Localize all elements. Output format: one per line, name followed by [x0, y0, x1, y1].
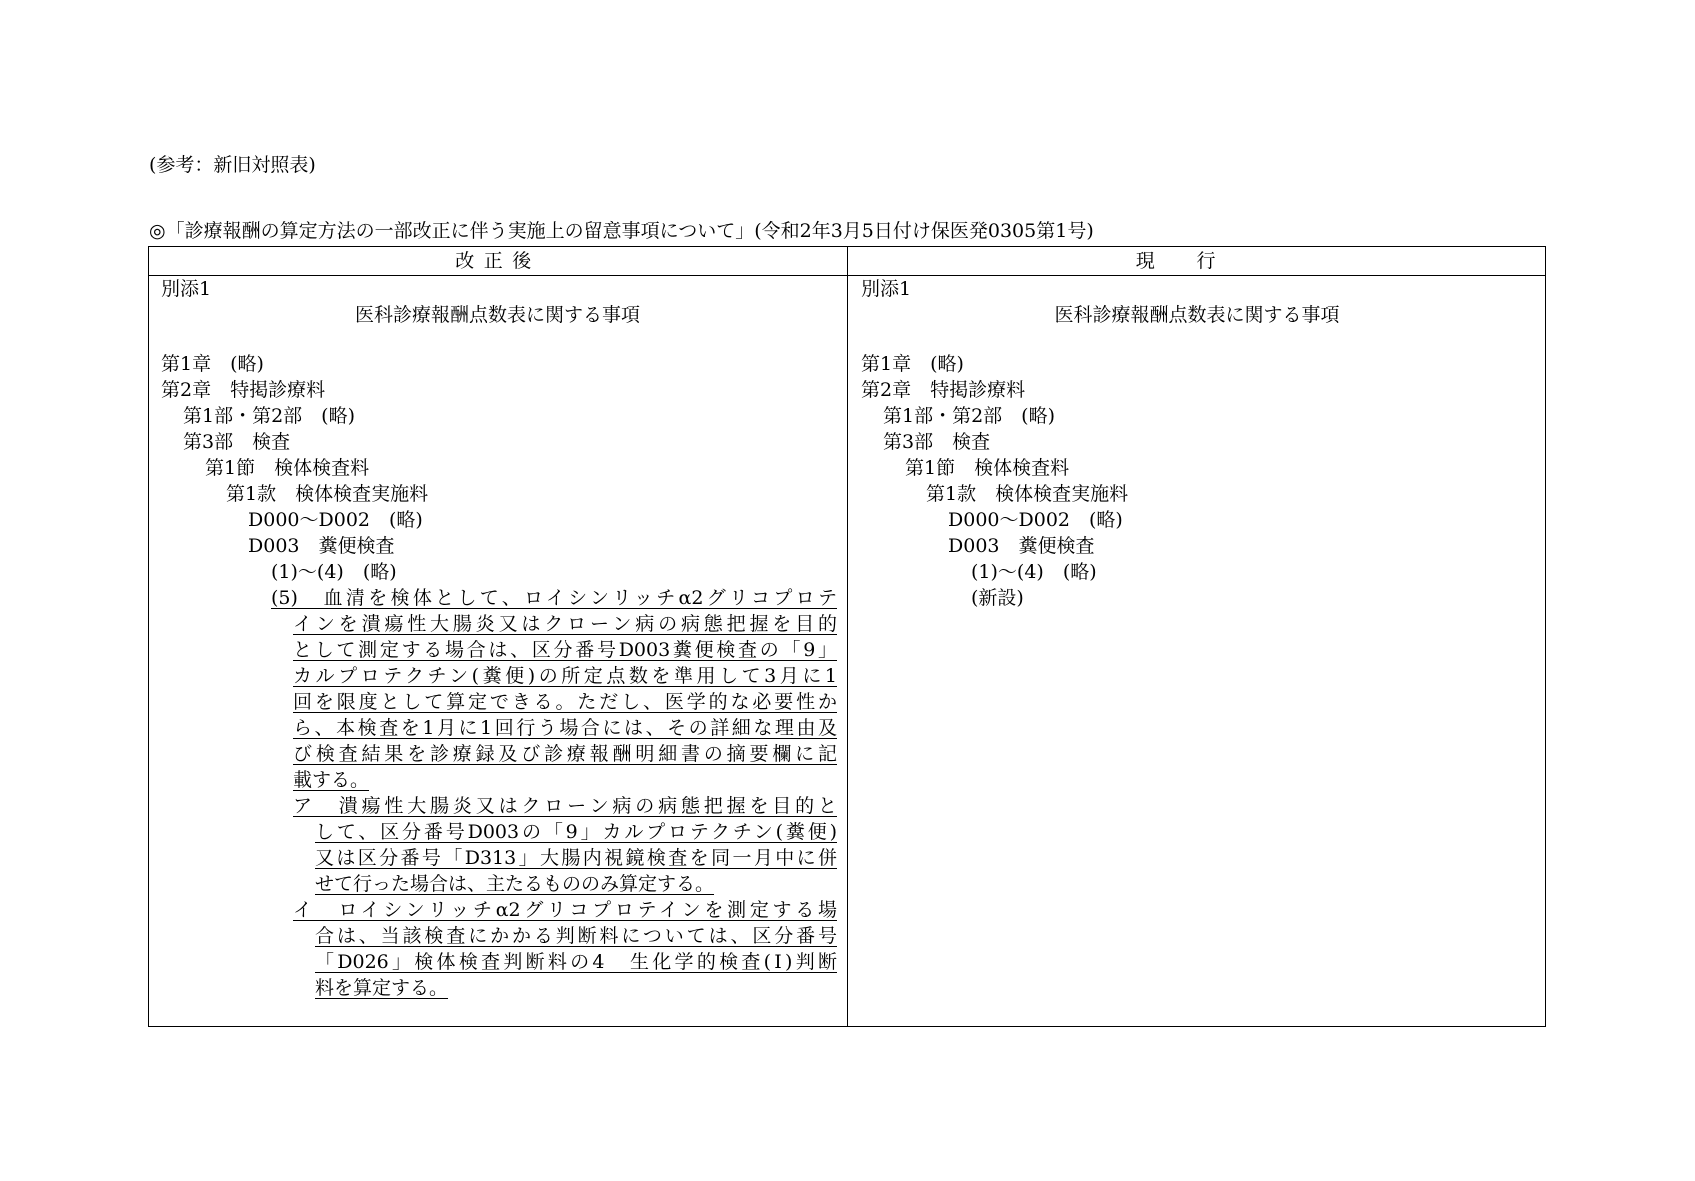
part-1-2: 第1部・第2部 (略): [183, 405, 356, 427]
part-3: 第3部 検査: [883, 431, 991, 453]
item-a-line: ア 潰瘍性大腸炎又はクローン病の病態把握を目的と: [293, 795, 837, 817]
item-5-line: インを潰瘍性大腸炎又はクローン病の病態把握を目的: [293, 613, 837, 635]
section-1: 第1節 検体検査料: [205, 457, 370, 479]
reference-note: (参考：新旧対照表): [149, 154, 316, 176]
item-5-line: ら、本検査を1月に1回行う場合には、その詳細な理由及: [293, 717, 837, 739]
item-5-line: 載する。: [293, 769, 370, 791]
document-title: ◎「診療報酬の算定方法の一部改正に伴う実施上の留意事項について」(令和2年3月5日付け保医発0305第1号): [149, 220, 1094, 242]
item-5-line: 回を限度として算定できる。ただし、医学的な必要性か: [293, 691, 837, 713]
item-i-line: 合は、当該検査にかかる判断料については、区分番号: [315, 925, 837, 947]
revised-column: [149, 276, 846, 1026]
new-item-note: (新設): [971, 587, 1024, 609]
item-i-line: 料を算定する。: [315, 977, 449, 999]
item-a-line: して、区分番号D003の「9」カルプロテクチン(糞便): [315, 821, 837, 843]
part-3: 第3部 検査: [183, 431, 291, 453]
subsection-1: 第1款 検体検査実施料: [226, 483, 429, 505]
part-1-2: 第1部・第2部 (略): [883, 405, 1056, 427]
item-5-line: カルプロテクチン(糞便)の所定点数を準用して3月に1: [293, 665, 837, 687]
attachment-label: 別添1: [161, 278, 212, 300]
item-i-line: イ ロイシンリッチα2グリコプロテインを測定する場: [293, 899, 837, 921]
section-1: 第1節 検体検査料: [905, 457, 1070, 479]
chapter-1: 第1章 (略): [161, 353, 264, 375]
item-d000-d002: D000〜D002 (略): [948, 509, 1123, 531]
chapter-2: 第2章 特掲診療料: [161, 379, 326, 401]
attachment-label: 別添1: [861, 278, 912, 300]
column-divider: [847, 247, 848, 1026]
item-i-line: 「D026」検体検査判断料の4 生化学的検査(Ⅰ)判断: [315, 951, 837, 973]
item-d003: D003 糞便検査: [948, 535, 1095, 557]
header-current: 現行: [1135, 250, 1258, 272]
item-5-line: (5) 血清を検体として、ロイシンリッチα2グリコプロテ: [271, 587, 837, 609]
item-d003: D003 糞便検査: [248, 535, 395, 557]
section-title: 医科診療報酬点数表に関する事項: [1054, 304, 1340, 326]
comparison-table: [148, 246, 1546, 1027]
item-a-line: 又は区分番号「D313」大腸内視鏡検査を同一月中に併: [315, 847, 837, 869]
subsection-1: 第1款 検体検査実施料: [926, 483, 1129, 505]
section-title: 医科診療報酬点数表に関する事項: [354, 304, 640, 326]
items-1-4: (1)〜(4) (略): [971, 561, 1097, 583]
item-a-line: せて行った場合は、主たるもののみ算定する。: [315, 873, 715, 895]
header-revised: 改正後: [455, 250, 541, 272]
chapter-1: 第1章 (略): [861, 353, 964, 375]
item-5-line: び検査結果を診療録及び診療報酬明細書の摘要欄に記: [293, 743, 837, 765]
chapter-2: 第2章 特掲診療料: [861, 379, 1026, 401]
item-5-line: として測定する場合は、区分番号D003糞便検査の「9」: [293, 639, 837, 661]
items-1-4: (1)〜(4) (略): [271, 561, 397, 583]
current-column: [849, 276, 1545, 1026]
item-d000-d002: D000〜D002 (略): [248, 509, 423, 531]
